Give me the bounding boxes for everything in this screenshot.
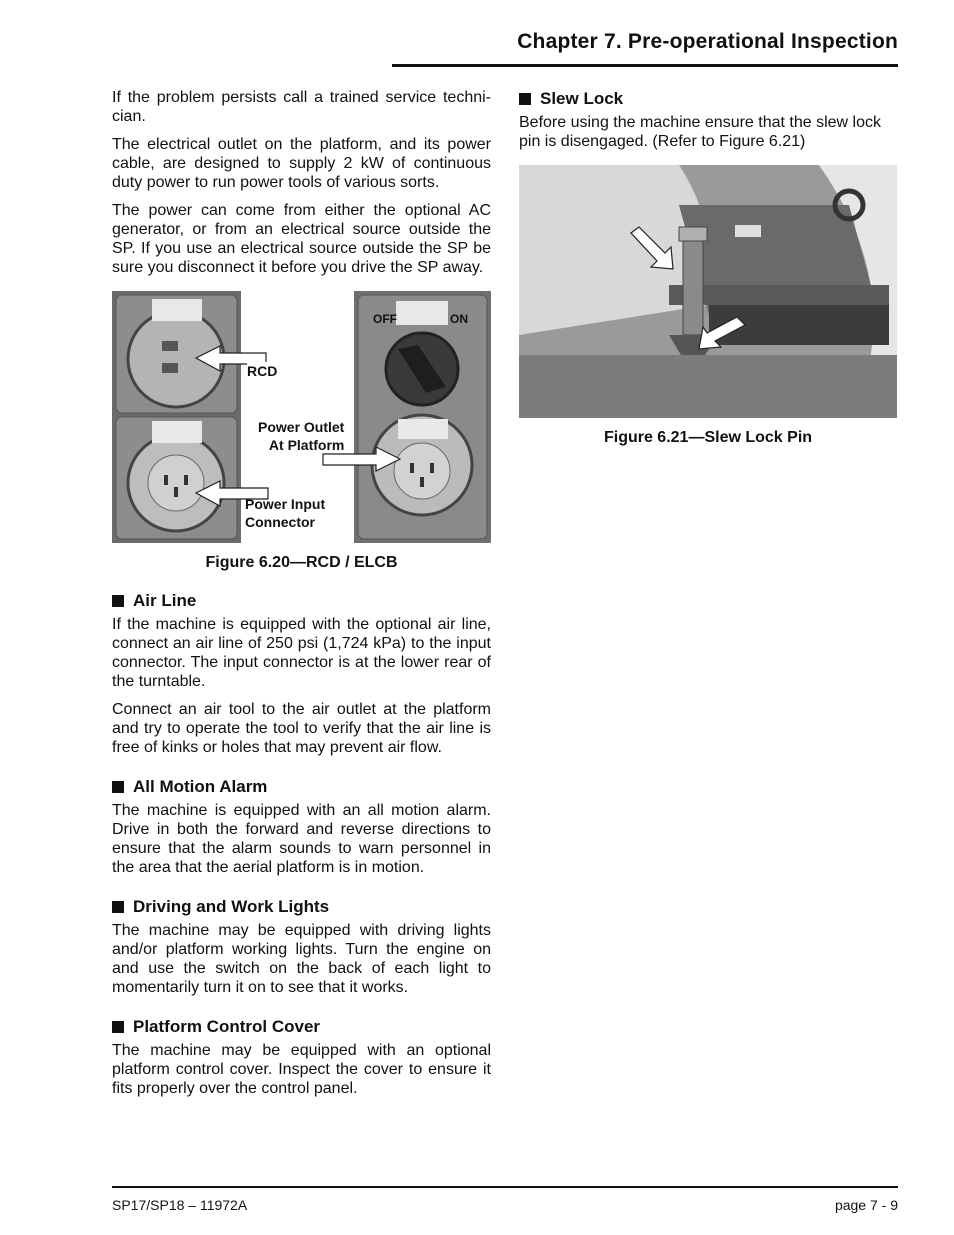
power-outlet-label-text: Power Outlet At Platform <box>258 419 345 453</box>
section-title: Slew Lock <box>540 89 624 108</box>
section-heading <box>112 590 491 611</box>
on-label: ON <box>450 312 468 326</box>
section-heading <box>112 776 491 797</box>
section-paragraph: The machine may be equipped with an optional platform control cover. Inspect the cover to ensure it fits properly over the control panel. <box>112 1042 491 1097</box>
intro-paragraph-2: The electrical outlet on the platform, and its power cable, are designed to supply 2 kW of continuous duty power to run power tools of various sorts. <box>112 136 491 191</box>
section-heading-slew-lock <box>519 88 899 109</box>
figure-6-20-caption: Figure 6.20—RCD / ELCB <box>205 554 398 571</box>
header-divider <box>392 64 898 67</box>
bullet-square-icon <box>519 93 531 105</box>
figure-slew-lock-pin <box>519 165 899 455</box>
rcd-label: RCD <box>247 363 278 379</box>
section-heading <box>112 1016 491 1037</box>
section-all-motion-alarm <box>112 776 491 877</box>
power-input-label <box>245 495 325 531</box>
section-platform-control-cover <box>112 1016 491 1098</box>
section-title: Driving and Work Lights <box>133 897 330 916</box>
intro-paragraph-3: The power can come from either the optional AC generator, or from an electrical source outside the SP. If you use an electrical source outside the SP be sure you disconnect it before you drive the SP away. <box>112 202 491 276</box>
bullet-square-icon <box>112 595 124 607</box>
section-paragraph: The machine is equipped with an all motion alarm. Drive in both the forward and reverse directions to ensure that the alarm sounds to warn personnel in the area that the aerial platform is in motion. <box>112 802 491 876</box>
bullet-square-icon <box>112 1021 124 1033</box>
section-air-line <box>112 590 491 757</box>
section-title: Air Line <box>133 591 197 610</box>
intro-paragraph-1: If the problem persists call a trained service techni-cian. <box>112 89 491 125</box>
figure-rcd-elcb <box>112 291 491 577</box>
power-input-label-text: Power Input Connector <box>245 496 326 530</box>
chapter-title: Chapter 7. Pre-operational Inspection <box>517 30 898 53</box>
section-title: All Motion Alarm <box>133 777 268 796</box>
figure-6-21-caption: Figure 6.21—Slew Lock Pin <box>603 429 813 446</box>
section-heading <box>112 896 491 917</box>
bullet-square-icon <box>112 901 124 913</box>
section-title: Platform Control Cover <box>133 1017 321 1036</box>
slew-lock-paragraph: Before using the machine ensure that the slew lock pin is disengaged. (Refer to Figure 6.21) <box>519 114 881 150</box>
page-number: page 7 - 9 <box>834 1197 898 1213</box>
slew-lock-photo <box>519 165 897 418</box>
document-id: SP17/SP18 – 11972A <box>112 1197 248 1213</box>
section-paragraph: The machine may be equipped with driving lights and/or platform working lights. Turn the engine on and use the switch on the back of each light to momentarily turn it on to see that it works. <box>112 922 491 996</box>
footer-divider <box>112 1186 898 1188</box>
right-column <box>519 88 899 455</box>
section-driving-work-lights <box>112 896 491 997</box>
power-outlet-label <box>258 418 344 454</box>
off-label: OFF <box>373 312 397 326</box>
bullet-square-icon <box>112 781 124 793</box>
section-paragraph: If the machine is equipped with the optional air line, connect an air line of 250 psi (1,724 kPa) to the input connector. The input connector is at the lower rear of the turntable. <box>112 616 491 690</box>
left-column <box>112 88 491 1107</box>
section-paragraph: Connect an air tool to the air outlet at the platform and try to operate the tool to verify that the air line is free of kinks or holes that may prevent air flow. <box>112 701 491 756</box>
